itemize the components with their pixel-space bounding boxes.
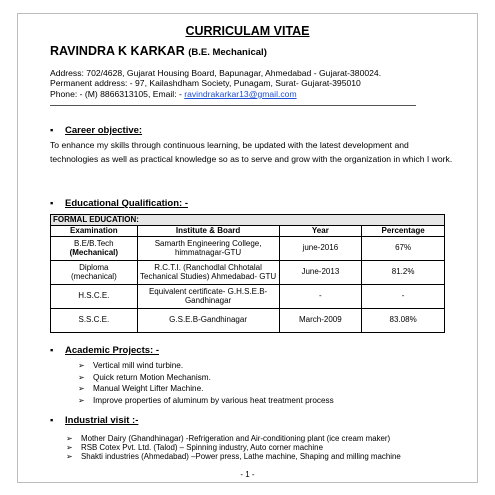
table-row [51,236,445,260]
arrow-bullet-icon: ➢ [78,361,85,370]
email-link[interactable]: ravindrakarkar13@gmail.com [184,89,297,99]
list-item: ➢ Shakti industries (Ahmedabad) –Power press, Lathe machine, Shaping and milling machine [66,452,401,462]
bullet-icon: ▪ [50,198,54,209]
candidate-name: RAVINDRA K KARKAR [50,44,185,58]
formal-education-label: FORMAL EDUCATION: [51,215,445,226]
institute-cell: R.C.T.I. (Ranchodlal Chhotalal Techanical Studies) Ahmedabad- GTU [137,260,279,284]
career-objective-text: To enhance my skills through continuous learning, be updated with the latest development and technologies as well as practical knowledge so as to serve and grow with the organization in which I work. [50,140,453,164]
education-heading: ▪ Educational Qualification: - [50,198,188,209]
table-row [51,284,445,308]
exam-cell: S.S.C.E. [51,308,138,332]
exam-cell: Diploma (mechanical) [51,260,138,284]
list-item: ➢ Quick return Motion Mechanism. [78,372,211,382]
table-header-row [51,225,445,236]
candidate-qualification: (B.E. Mechanical) [188,47,267,58]
col-header-year: Year [279,225,362,236]
list-item: ➢ Mother Dairy (Ghandhinagar) -Refrigeration and Air-conditioning plant (ice cream maker) [66,434,391,443]
bullet-icon: ▪ [50,345,54,356]
industrial-visit-heading: ▪ Industrial visit :- [50,415,139,426]
formal-education-row [51,215,445,226]
academic-projects-list [78,360,334,406]
exam-cell: B.E/B.Tech (Mechanical) [51,236,138,260]
bullet-icon: ▪ [50,415,54,426]
institute-cell: G.S.E.B-Gandhinagar [137,308,279,332]
arrow-bullet-icon: ➢ [66,443,73,453]
list-item: ➢ Vertical mill wind turbine. [78,361,184,370]
bullet-icon: ▪ [50,125,54,136]
col-header-examination: Examination [51,225,138,236]
percentage-cell: - [362,284,445,308]
academic-projects-heading: ▪ Academic Projects: - [50,345,159,356]
year-cell: june-2016 [279,236,362,260]
year-cell: March-2009 [279,308,362,332]
table-row [51,260,445,284]
education-table [50,214,445,333]
career-objective-heading: ▪ Career objective: [50,125,143,136]
arrow-bullet-icon: ➢ [78,372,85,382]
arrow-bullet-icon: ➢ [66,434,73,443]
page-number: - 1 - [240,470,255,479]
year-cell: June-2013 [279,260,362,284]
table-row [51,308,445,332]
percentage-cell: 83.08% [362,308,445,332]
exam-cell: H.S.C.E. [51,284,138,308]
permanent-address: Permanent address: - 97, Kailashdham Society, Punagam, Surat- Gujarat-395010 [50,78,361,88]
percentage-cell: 67% [362,236,445,260]
arrow-bullet-icon: ➢ [78,395,85,405]
institute-cell: Equivalent certificate- G.H.S.E.B- Gandhinagar [137,284,279,308]
phone-text: Phone: - (M) 8866313105, Email: - [50,89,185,99]
address-block [50,68,381,88]
arrow-bullet-icon: ➢ [66,452,73,462]
candidate-name-line [50,44,267,58]
institute-cell: Samarth Engineering College, himmatnagar-GTU [137,236,279,260]
industrial-visit-list [66,434,426,462]
contact-line [50,89,297,99]
year-cell: - [279,284,362,308]
arrow-bullet-icon: ➢ [78,384,85,393]
list-item: ➢ Improve properties of aluminum by various heat treatment process [78,395,334,405]
list-item: ➢ RSB Cotex Pvt. Ltd. (Talod) – Spinning industry, Auto corner machine [66,443,323,453]
percentage-cell: 81.2% [362,260,445,284]
list-item: ➢ Manual Weight Lifter Machine. [78,384,204,393]
header-divider [50,105,416,106]
current-address: Address: 702/4628, Gujarat Housing Board, Bapunagar, Ahmedabad - Gujarat-380024. [50,68,382,78]
document-title: CURRICULAM VITAE [185,24,310,38]
col-header-percentage: Percentage [362,225,445,236]
col-header-institute: Institute & Board [137,225,279,236]
